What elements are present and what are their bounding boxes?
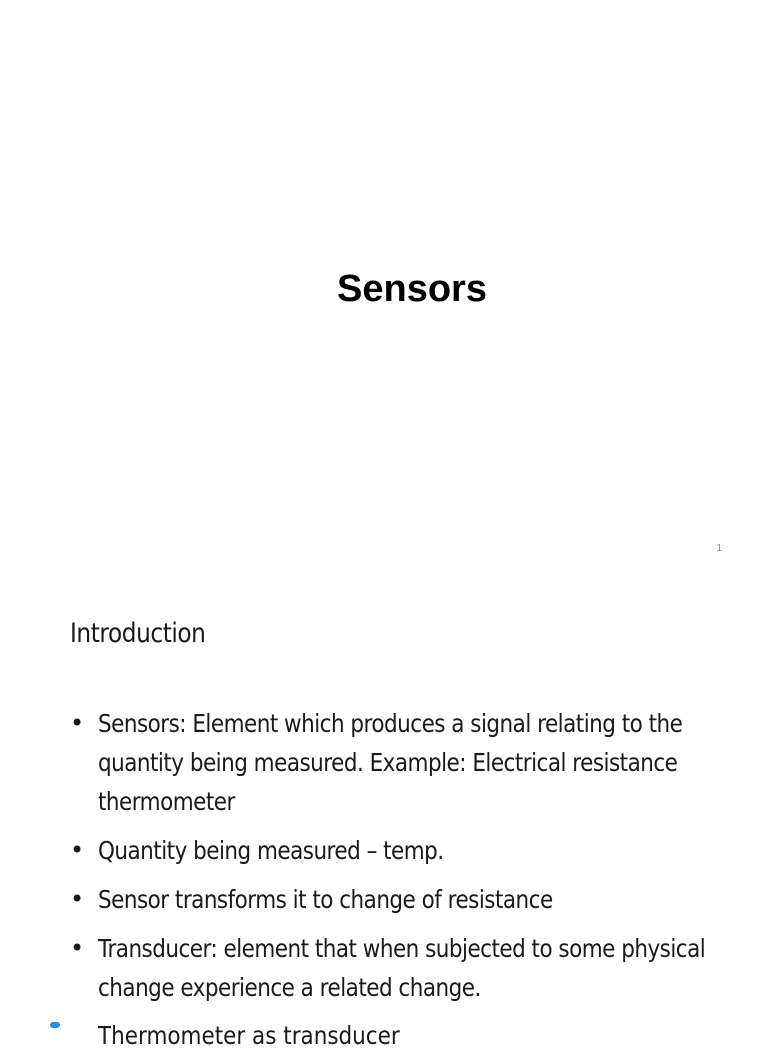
- page-number: 1: [716, 543, 722, 554]
- list-item: [70, 831, 730, 870]
- bullet-icon: •: [70, 885, 85, 913]
- bullet-icon: •: [70, 709, 85, 737]
- bullet-text: Quantity being measured – temp.: [98, 836, 444, 865]
- bullet-icon: •: [70, 836, 85, 864]
- slide-2: [0, 578, 768, 1050]
- bullet-text: Transducer: element that when subjected to some physical change experience a related change.: [98, 934, 706, 1002]
- bullet-icon: •: [70, 934, 85, 962]
- bullet-icon: [50, 1022, 60, 1028]
- slide-title: Sensors: [337, 268, 487, 310]
- bullet-list: [70, 704, 730, 1017]
- cut-off-bullet: [50, 1014, 750, 1050]
- bullet-text: Thermometer as transducer: [98, 1021, 400, 1050]
- section-heading: Introduction: [70, 618, 206, 649]
- list-item: [70, 704, 730, 821]
- list-item: [70, 880, 730, 919]
- bullet-text: Sensor transforms it to change of resistance: [98, 885, 553, 914]
- bullet-text: Sensors: Element which produces a signal relating to the quantity being measured. Example: Electrical resistance thermometer: [98, 709, 683, 816]
- list-item: [70, 929, 730, 1007]
